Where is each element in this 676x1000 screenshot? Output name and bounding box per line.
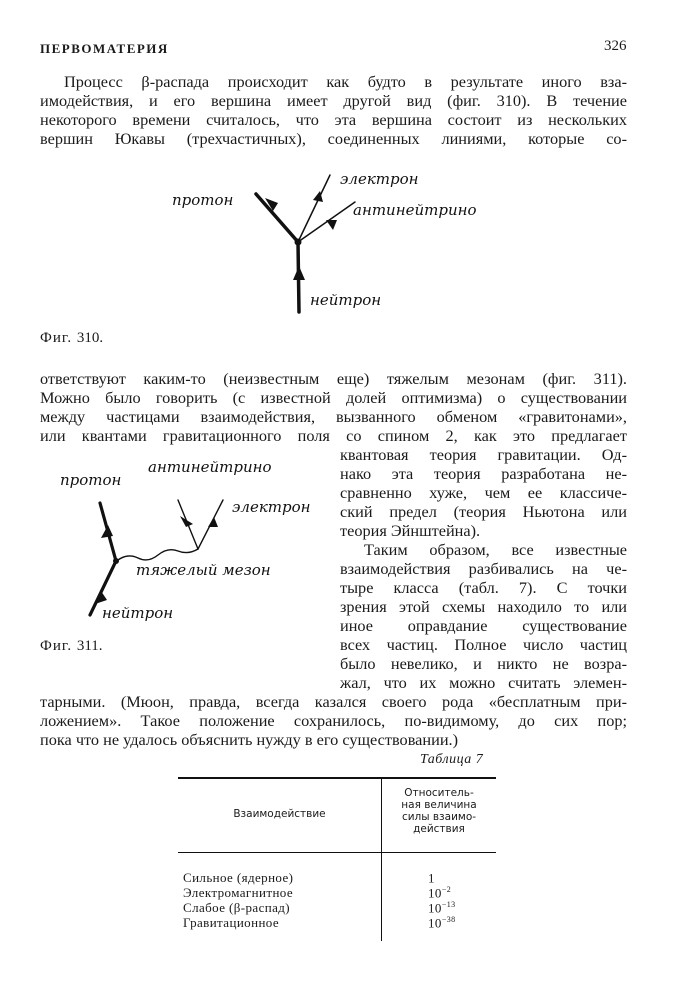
- vertex-dot: [113, 558, 119, 564]
- header-line: ная величина: [401, 799, 477, 811]
- label-antineutrino: антинейтрино: [353, 201, 477, 219]
- label-proton: протон: [172, 191, 234, 209]
- label-electron: электрон: [340, 170, 419, 188]
- text-line: всех частиц. Полное число частиц: [340, 635, 627, 654]
- caption-label: Фиг.: [40, 638, 73, 654]
- proton-arrow-icon: [101, 525, 113, 538]
- table-rule-top: [178, 777, 496, 779]
- text-line: жал, что их можно считать элемен-: [340, 673, 627, 692]
- label-antineutrino: антинейтрино: [148, 458, 272, 476]
- proton-line: [256, 194, 298, 242]
- table-row-name: Гравитационное: [183, 915, 280, 930]
- figure-310-diagram: [160, 160, 520, 330]
- table-row-value: $10^{-2}$: [428, 885, 452, 901]
- antineutrino-line: [298, 202, 355, 242]
- running-header: ПЕРВОМАТЕРИЯ: [40, 41, 169, 56]
- text-line: Таким образом, все известные: [364, 540, 627, 559]
- table-row-value: $10^{-13}$: [428, 900, 456, 916]
- header-line: силы взаимо-: [401, 811, 477, 823]
- text-line: ответствуют каким-то (неизвестным еще) тяжелым мезонам (фиг. 311).: [40, 369, 627, 388]
- text-line: Процесс β-распада происходит как будто в результате иного вза-: [64, 72, 627, 91]
- text-line: пока что не удалось объяснить нужду в его существовании.): [40, 730, 459, 749]
- table-caption: Таблица 7: [420, 752, 484, 767]
- column-header-interaction: Взаимодействие: [233, 808, 326, 820]
- electron-line: [298, 175, 330, 242]
- label-electron: электрон: [232, 498, 311, 516]
- caption-number: 310.: [76, 330, 104, 346]
- table-rule-mid: [178, 852, 496, 853]
- text-line: вершин Юкавы (трехчастичных), соединенных линиями, которые со-: [40, 129, 627, 148]
- table-row-value: $10^{-38}$: [428, 915, 456, 931]
- text-line: было невелико, и никто не возра-: [340, 654, 627, 673]
- text-line: Можно было говорить (с известной долей оптимизма) о существовании: [40, 388, 627, 407]
- antineutrino-arrow-icon: [326, 220, 337, 230]
- table-row-name: Слабое (β-распад): [183, 900, 291, 915]
- figure-310-caption: [40, 330, 103, 347]
- label-heavy-meson: тяжелый мезон: [136, 561, 271, 579]
- figure-311-diagram: [40, 445, 335, 635]
- caption-label: Фиг.: [40, 330, 73, 346]
- text-line: тарными. (Мюон, правда, всегда казался своего рода «бесплатным при-: [40, 692, 627, 711]
- text-line: или квантами гравитационного поля со спином 2, как это предлагает: [40, 426, 627, 445]
- header-line: действия: [413, 823, 465, 835]
- table-row-value: 1: [428, 870, 435, 886]
- text-line: сравненно хуже, чем ее классиче-: [340, 483, 627, 502]
- text-line: ложением». Такое положение сохранилось, по-видимому, до сих пор;: [40, 711, 627, 730]
- text-line: некоторого времени считалось, что эта вершина состоит из нескольких: [40, 110, 627, 129]
- header-line: Относитель-: [404, 787, 474, 799]
- figure-311-caption: [40, 638, 103, 655]
- text-line: имодействия, и его вершина имеет другой вид (фиг. 310). В течение: [40, 91, 627, 110]
- text-line: тыре класса (табл. 7). С точки: [340, 578, 627, 597]
- text-line: теория Эйнштейна).: [340, 521, 481, 540]
- text-line: взаимодействия разбивались на че-: [340, 559, 627, 578]
- column-header-strength: [382, 787, 496, 835]
- page-number: 326: [604, 38, 627, 54]
- vertex-dot: [295, 239, 302, 246]
- text-line: зрения этой схемы находило то или: [340, 597, 627, 616]
- neutron-arrow-icon: [293, 266, 305, 280]
- label-neutron: нейтрон: [102, 604, 174, 622]
- heavy-meson-line: [118, 549, 198, 560]
- text-line: ский предел (теория Ньютона или: [340, 502, 627, 521]
- text-line: иное оправдание существование: [340, 616, 627, 635]
- text-line: нако эта теория разработана не-: [340, 464, 627, 483]
- text-line: квантовая теория гравитации. Од-: [340, 445, 627, 464]
- label-neutron: нейтрон: [310, 291, 382, 309]
- table-row-name: Сильное (ядерное): [183, 870, 294, 885]
- antineutrino-arrow-icon: [180, 516, 193, 527]
- label-proton: протон: [60, 471, 122, 489]
- caption-number: 311.: [76, 638, 103, 654]
- table-row-name: Электромагнитное: [183, 885, 294, 900]
- text-line: между частицами взаимодействия, вызванного обменом «гравитонами»,: [40, 407, 627, 426]
